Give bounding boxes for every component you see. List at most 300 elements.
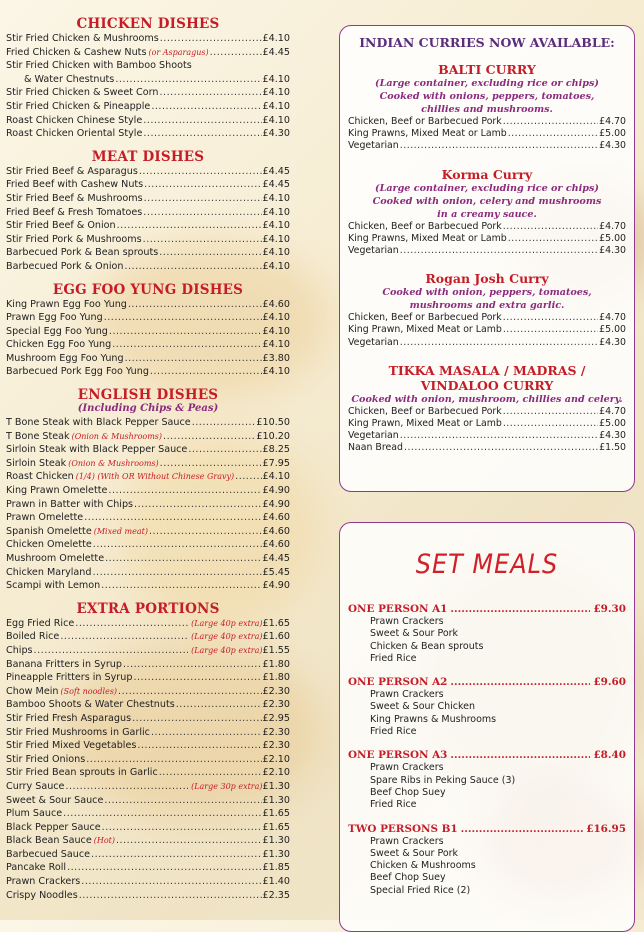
menu-item-name: Chow Mein: [6, 685, 59, 697]
menu-item-price: £10.20: [256, 430, 290, 442]
set-meal-item: Sweet & Sour Pork: [370, 628, 459, 640]
menu-item-row: [6, 630, 290, 644]
menu-item-row: [6, 671, 290, 685]
curry-description: (Large container, excluding rice or chips): [375, 78, 599, 89]
dot-leader: [75, 617, 188, 631]
set-meal-price: £9.60: [593, 676, 626, 689]
dot-leader: [159, 86, 261, 100]
section-gap: [6, 274, 290, 282]
menu-item-name: & Water Chestnuts: [24, 73, 115, 85]
menu-item-row: [348, 430, 626, 442]
menu-item-name: Crispy Noodles: [6, 889, 78, 901]
menu-item-price: £7.95: [262, 457, 290, 469]
menu-item-name: Vegetarian: [348, 245, 399, 257]
menu-item-row: [6, 165, 290, 179]
menu-item-price: £4.10: [262, 312, 290, 324]
set-meal-item: Fried Rice: [370, 726, 417, 738]
menu-item-row: [6, 73, 290, 87]
menu-item-name: Plum Sauce: [6, 808, 63, 820]
menu-item-price: £4.70: [599, 405, 626, 417]
menu-item-name: Stir Fried Beef & Asparagus: [6, 165, 138, 177]
menu-item-name: Roast Chicken Chinese Style: [6, 114, 143, 126]
dot-leader: [450, 676, 590, 689]
dot-leader: [112, 338, 261, 352]
menu-item-row: [6, 821, 290, 835]
menu-item-row: [348, 418, 626, 430]
curry-description: Cooked with onion, mushroom, chillies and celery.: [351, 393, 623, 405]
menu-item-name: Vegetarian: [348, 336, 399, 348]
curry-description: Cooked with onion, peppers, tomatoes,: [382, 287, 592, 299]
curry-title: Rogan Josh Curry: [425, 271, 549, 287]
dot-leader: [124, 260, 261, 274]
menu-item-row: [6, 739, 290, 753]
menu-item-row: [6, 46, 290, 60]
set-meals-list: [348, 603, 626, 897]
menu-item-row: [6, 59, 290, 73]
menu-item-price: £4.70: [599, 312, 626, 324]
menu-item-price: £4.10: [262, 206, 290, 218]
section-title: EXTRA PORTIONS: [76, 600, 220, 617]
menu-item-name: Banana Fritters in Syrup: [6, 658, 122, 670]
menu-item-row: [6, 889, 290, 903]
menu-item-name: Black Pepper Sauce: [6, 821, 101, 833]
menu-item-row: [6, 498, 290, 512]
menu-item-name: Stir Fried Pork & Mushrooms: [6, 233, 142, 245]
set-meal-item: Fried Rice: [370, 799, 417, 811]
menu-item-price: £5.45: [262, 566, 290, 578]
dot-leader: [91, 848, 262, 862]
menu-item-price: £5.00: [599, 232, 626, 244]
menu-item-name: Curry Sauce: [6, 780, 65, 792]
menu-item-row: [6, 644, 290, 658]
dot-leader: [400, 140, 598, 152]
menu-item-price: £2.30: [262, 726, 290, 738]
menu-item-price: £4.30: [599, 245, 626, 257]
menu-item-name: Sirloin Steak with Black Pepper Sauce: [6, 444, 188, 456]
menu-item-row: [6, 192, 290, 206]
menu-item-price: £4.30: [599, 336, 626, 348]
menu-item-name: Vegetarian: [348, 140, 399, 152]
dot-leader: [160, 457, 262, 471]
menu-item-row: [6, 875, 290, 889]
menu-item-row: [348, 337, 626, 349]
menu-item-name: Naan Bread: [348, 442, 403, 454]
menu-item-row: [6, 861, 290, 875]
menu-item-name: Stir Fried Bean sprouts in Garlic: [6, 767, 158, 779]
menu-item-row: [348, 233, 626, 245]
menu-item-name: King Prawns, Mixed Meat or Lamb: [348, 232, 507, 244]
menu-item-row: [6, 848, 290, 862]
dot-leader: [143, 114, 261, 128]
dot-leader: [86, 753, 261, 767]
menu-item-name: Bamboo Shoots & Water Chestnuts: [6, 699, 175, 711]
dot-leader: [137, 739, 261, 753]
menu-item-row: [6, 457, 290, 471]
set-meal-item: Chicken & Mushrooms: [370, 860, 476, 872]
menu-item-price: £10.50: [256, 417, 290, 429]
dot-leader: [101, 579, 261, 593]
set-meal: [348, 603, 626, 665]
dot-leader: [508, 128, 598, 140]
dot-leader: [450, 603, 590, 616]
menu-item-price: £4.90: [262, 498, 290, 510]
set-meal-item: Prawn Crackers: [370, 835, 444, 847]
menu-item-name: Chicken, Beef or Barbecued Pork: [348, 116, 502, 127]
menu-item-name: Stir Fried Chicken with Bamboo Shoots: [6, 60, 192, 72]
menu-item-row: [6, 233, 290, 247]
menu-item-note: (or Asparagus): [148, 47, 209, 57]
menu-item-name: Stir Fried Mixed Vegetables: [6, 740, 137, 752]
dot-leader: [118, 685, 261, 699]
menu-item-row: [6, 538, 290, 552]
dot-leader: [235, 470, 261, 484]
menu-item-price: £4.60: [262, 512, 290, 524]
menu-item-row: [6, 658, 290, 672]
section-title: EGG FOO YUNG DISHES: [52, 281, 244, 298]
set-meal-header: [348, 676, 626, 689]
dot-leader: [92, 566, 261, 580]
menu-item-note: (Onion & Mushrooms): [71, 431, 163, 441]
set-meal-price: £9.30: [593, 603, 626, 615]
menu-item-row: [6, 325, 290, 339]
dot-leader: [503, 221, 598, 233]
menu-item-name: Roast Chicken: [6, 471, 74, 483]
menu-item-name: Prawn Omelette: [6, 512, 84, 524]
menu-item-row: [6, 32, 290, 46]
menu-item-row: [348, 312, 626, 324]
set-meal-item: Sweet & Sour Pork: [370, 847, 459, 859]
menu-item-row: [6, 685, 290, 699]
dot-leader: [108, 484, 261, 498]
curry-section: [348, 271, 626, 349]
menu-item-price: £1.60: [262, 631, 290, 643]
curry-section: [348, 62, 626, 153]
menu-item-row: [6, 753, 290, 767]
menu-item-price: £2.10: [262, 753, 290, 765]
menu-item-price: £1.65: [262, 808, 290, 820]
menu-item-price: £2.95: [262, 712, 290, 724]
menu-item-name: Black Bean Sauce: [6, 835, 92, 847]
set-meal-item: King Prawns & Mushrooms: [370, 713, 497, 725]
menu-item-name: Stir Fried Beef & Onion: [6, 220, 116, 232]
curry-description: (Large container, excluding rice or chips): [375, 182, 599, 194]
section-gap: [6, 593, 290, 601]
dot-leader: [400, 430, 598, 442]
section-title: ENGLISH DISHES: [77, 387, 219, 404]
menu-item-name: Stir Fried Onions: [6, 753, 86, 765]
dot-leader: [210, 46, 262, 60]
menu-item-price: £1.65: [262, 617, 290, 629]
section-gap: [6, 141, 290, 149]
set-meal-name: ONE PERSON A1: [348, 603, 448, 615]
menu-item-price: £4.10: [262, 87, 290, 99]
menu-item-row: [6, 178, 290, 192]
menu-item-row: [6, 712, 290, 726]
menu-item-row: [6, 780, 290, 794]
menu-item-price: £5.00: [599, 324, 626, 336]
menu-item-price: £2.30: [262, 740, 290, 752]
dot-leader: [116, 834, 262, 848]
dot-leader: [143, 206, 261, 220]
dot-leader: [63, 807, 261, 821]
menu-item-name: Egg Fried Rice: [6, 617, 75, 629]
set-meal-item: Special Fried Rice (2): [370, 884, 471, 896]
menu-item-price: £4.10: [262, 325, 290, 337]
menu-item-name: Barbecued Pork Egg Foo Yung: [6, 366, 149, 378]
dot-leader: [450, 749, 590, 762]
dot-leader: [503, 418, 598, 430]
curry-description: mushrooms and extra garlic.: [409, 300, 565, 312]
menu-item-price: £1.30: [262, 835, 290, 847]
curries-panel-title: INDIAN CURRIES NOW AVAILABLE:: [359, 35, 615, 50]
dot-leader: [134, 498, 262, 512]
menu-item-name: Chicken Maryland: [6, 566, 92, 578]
dot-leader: [79, 889, 262, 903]
menu-item-row: [6, 246, 290, 260]
menu-item-price: £1.55: [262, 644, 290, 656]
dot-leader: [150, 365, 262, 379]
menu-item-name: Fried Chicken & Cashew Nuts: [6, 46, 147, 58]
dot-leader: [117, 219, 262, 233]
menu-item-note: (Onion & Mushrooms): [68, 458, 159, 468]
dot-leader: [503, 324, 598, 336]
set-meal-item: Beef Chop Suey: [370, 786, 446, 798]
menu-item-row: [6, 766, 290, 780]
menu-item-price: £2.10: [262, 767, 290, 779]
menu-item-price: £4.10: [262, 73, 290, 85]
dot-leader: [400, 337, 598, 349]
dot-leader: [400, 245, 598, 257]
dot-leader: [461, 823, 584, 836]
menu-item-price: £1.85: [262, 862, 290, 874]
menu-item-price: £4.10: [262, 339, 290, 351]
dot-leader: [163, 430, 255, 444]
menu-item-row: [6, 127, 290, 141]
menu-item-price: £1.30: [262, 848, 290, 860]
menu-item-row: [6, 617, 290, 631]
menu-item-price: £4.45: [262, 553, 290, 564]
dot-leader: [503, 312, 598, 324]
menu-item-row: [6, 726, 290, 740]
dot-leader: [144, 192, 262, 206]
menu-item-name: Chicken, Beef or Barbecued Pork: [348, 220, 502, 232]
dot-leader: [508, 233, 598, 245]
menu-item-name: Chicken Egg Foo Yung: [6, 339, 112, 351]
set-meal-item: Beef Chop Suey: [370, 872, 446, 884]
set-meals-panel: [339, 522, 635, 932]
menu-item-row: [6, 834, 290, 848]
dot-leader: [139, 165, 262, 179]
curry-description: chillies and mushrooms.: [421, 104, 553, 115]
menu-item-name: Boiled Rice: [6, 631, 60, 643]
menu-item-price: £4.10: [262, 471, 290, 483]
dot-leader: [104, 794, 261, 808]
menu-item-row: [6, 566, 290, 580]
menu-item-price: £4.10: [262, 33, 290, 44]
menu-item-row: [348, 442, 626, 454]
menu-item-name: King Prawns, Mixed Meat or Lamb: [348, 128, 507, 140]
menu-item-row: [6, 100, 290, 114]
menu-item-row: [348, 140, 626, 152]
menu-item-name: Stir Fried Chicken & Mushrooms: [6, 33, 159, 44]
dot-leader: [503, 406, 598, 418]
dot-leader: [143, 233, 262, 247]
dot-leader: [132, 712, 261, 726]
menu-item-row: [348, 406, 626, 418]
menu-item-name: Barbecued Pork & Bean sprouts: [6, 247, 159, 259]
curry-title: BALTI CURRY: [438, 62, 536, 77]
set-meal: [348, 823, 626, 897]
menu-item-price: £3.80: [262, 352, 290, 364]
menu-item-price: £1.80: [262, 672, 290, 684]
curry-title: TIKKA MASALA / MADRAS / VINDALOO CURRY: [388, 362, 586, 393]
menu-item-name: Vegetarian: [348, 430, 399, 442]
menu-item-note: (Large 30p extra): [191, 781, 263, 791]
menu-item-price: £5.00: [599, 418, 626, 430]
menu-item-price: £4.30: [599, 430, 626, 442]
dot-leader: [93, 538, 262, 552]
curry-sections: [348, 62, 626, 455]
menu-item-name: Chicken, Beef or Barbecued Pork: [348, 405, 502, 417]
curry-title: Korma Curry: [441, 166, 533, 182]
menu-item-price: £4.60: [262, 298, 290, 310]
dot-leader: [151, 100, 261, 114]
dot-leader: [125, 352, 262, 366]
menu-item-row: [6, 86, 290, 100]
dot-leader: [160, 32, 262, 46]
menu-item-row: [6, 484, 290, 498]
menu-item-row: [6, 807, 290, 821]
menu-item-row: [6, 794, 290, 808]
menu-item-price: £2.35: [262, 889, 290, 901]
dot-leader: [65, 780, 188, 794]
menu-item-row: [348, 324, 626, 336]
menu-item-price: £4.30: [599, 140, 626, 152]
menu-item-name: Roast Chicken Oriental Style: [6, 128, 143, 140]
menu-item-name: Mushroom Omelette: [6, 553, 105, 564]
menu-item-row: [6, 338, 290, 352]
section-subtitle: (Including Chips & Peas): [77, 403, 219, 415]
set-meal-price: £8.40: [593, 749, 626, 762]
set-meal: [348, 749, 626, 811]
menu-item-name: Chicken, Beef or Barbecued Pork: [348, 312, 502, 324]
dot-leader: [133, 671, 261, 685]
curry-description: Cooked with onion, celery and mushrooms: [372, 195, 602, 207]
menu-item-row: [6, 698, 290, 712]
menu-item-row: [348, 245, 626, 257]
menu-item-price: £4.10: [262, 220, 290, 232]
dot-leader: [188, 443, 261, 457]
menu-item-row: [6, 430, 290, 444]
dot-leader: [149, 525, 262, 539]
menu-item-note: (Hot): [93, 836, 115, 846]
menu-item-name: Prawn Egg Foo Yung: [6, 312, 103, 324]
menu-item-name: Prawn Crackers: [6, 876, 81, 888]
menu-item-note: (Mixed meat): [93, 526, 148, 536]
dot-leader: [128, 298, 262, 312]
dot-leader: [104, 311, 262, 325]
menu-item-name: Stir Fried Chicken & Sweet Corn: [6, 87, 159, 99]
menu-item-name: Barbecued Pork & Onion: [6, 260, 124, 272]
menu-item-price: £4.10: [262, 366, 290, 378]
menu-item-row: [6, 416, 290, 430]
menu-item-price: £4.60: [262, 539, 290, 551]
curry-description: Cooked with onions, peppers, tomatoes,: [379, 91, 595, 102]
menu-item-row: [6, 365, 290, 379]
set-meal-header: [348, 749, 626, 762]
set-meal-price: £16.95: [586, 822, 626, 835]
set-meal-item: Prawn Crackers: [370, 616, 444, 627]
curry-section: [348, 167, 626, 258]
dot-leader: [34, 644, 189, 658]
section-title: CHICKEN DISHES: [76, 16, 220, 32]
menu-item-row: [6, 206, 290, 220]
menu-item-price: £1.30: [262, 780, 290, 792]
dot-leader: [67, 861, 261, 875]
set-meal-item: Prawn Crackers: [370, 689, 444, 701]
menu-item-name: Scampi with Lemon: [6, 580, 101, 592]
menu-item-price: £4.10: [262, 114, 290, 126]
menu-item-note: (Large 40p extra): [191, 632, 263, 642]
dot-leader: [81, 875, 261, 889]
dot-leader: [143, 127, 261, 141]
menu-item-row: [6, 443, 290, 457]
menu-item-price: £1.80: [262, 658, 290, 670]
menu-item-row: [6, 525, 290, 539]
menu-item-row: [6, 352, 290, 366]
dot-leader: [176, 698, 262, 712]
set-meal-item: Prawn Crackers: [370, 762, 444, 774]
menu-item-row: [6, 511, 290, 525]
menu-item-name: Mushroom Egg Foo Yung: [6, 352, 124, 364]
menu-item-price: £1.40: [262, 876, 290, 888]
menu-item-name: Pancake Roll: [6, 862, 67, 874]
dot-leader: [192, 416, 256, 430]
menu-item-note: (Large 40p extra): [191, 618, 263, 628]
dot-leader: [404, 442, 598, 454]
menu-item-row: [348, 116, 626, 128]
menu-item-price: £4.10: [262, 192, 290, 204]
set-meal-header: [348, 603, 626, 616]
set-meal-item: Chicken & Bean sprouts: [370, 640, 484, 652]
menu-item-price: £1.50: [599, 442, 626, 454]
dot-leader: [151, 726, 262, 740]
menu-item-name: King Prawn, Mixed Meat or Lamb: [348, 324, 502, 336]
menu-item-row: [6, 219, 290, 233]
menu-item-name: Chicken Omelette: [6, 539, 92, 551]
menu-item-price: £4.70: [599, 116, 626, 127]
menu-item-price: £4.70: [599, 220, 626, 232]
dot-leader: [159, 246, 261, 260]
menu-item-price: £1.30: [262, 794, 290, 806]
dot-leader: [159, 766, 262, 780]
menu-item-price: £4.45: [262, 179, 290, 191]
menu-item-price: £8.25: [262, 444, 290, 456]
set-meal-header: [348, 823, 626, 836]
section-title: MEAT DISHES: [91, 148, 205, 165]
dot-leader: [144, 178, 261, 192]
menu-item-name: Fried Beef with Cashew Nuts: [6, 179, 144, 191]
menu-item-name: Sweet & Sour Sauce: [6, 794, 104, 806]
menu-item-name: Pineapple Fritters in Syrup: [6, 672, 133, 684]
section-gap: [6, 379, 290, 387]
set-meal-item: Sweet & Sour Chicken: [370, 701, 475, 713]
menu-item-row: [348, 221, 626, 233]
set-meal: [348, 676, 626, 738]
menu-item-name: Special Egg Foo Yung: [6, 325, 108, 337]
menu-item-row: [6, 552, 290, 566]
menu-item-price: £5.00: [599, 128, 626, 140]
